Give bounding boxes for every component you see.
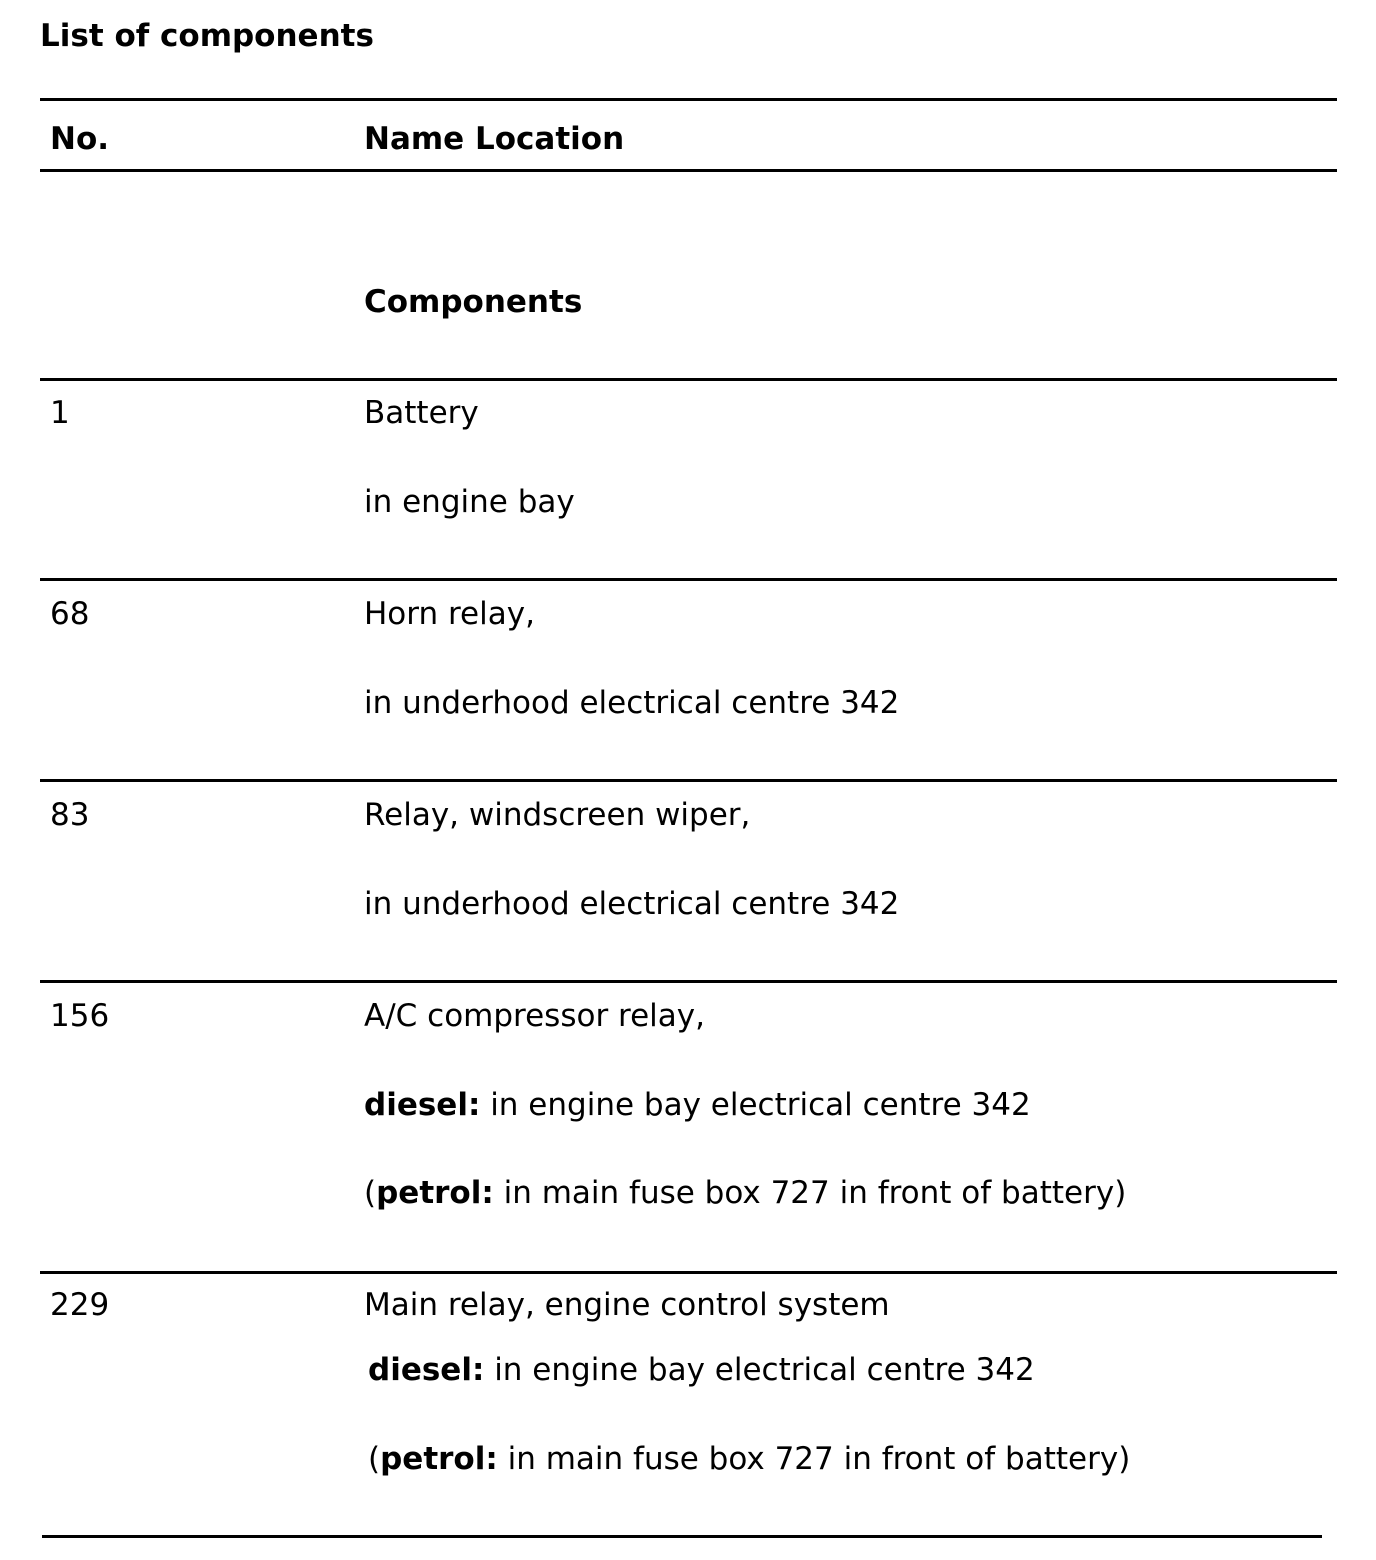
row-rule: [40, 578, 1337, 581]
row-name: Main relay, engine control system: [364, 1287, 890, 1323]
petrol-open-paren: (: [364, 1175, 377, 1211]
diesel-location-text: in engine bay electrical centre 342: [484, 1352, 1035, 1388]
header-bottom-rule: [40, 169, 1337, 172]
row-petrol-location: [364, 1173, 1126, 1213]
petrol-location-text: in main fuse box 727 in front of battery): [497, 1441, 1131, 1477]
table-top-rule: [40, 98, 1337, 101]
row-petrol-location: [368, 1439, 1130, 1479]
diesel-location-text: in engine bay electrical centre 342: [480, 1087, 1031, 1123]
row-location: in underhood electrical centre 342: [364, 886, 900, 922]
row-no: 1: [50, 395, 70, 431]
header-name-location: Name Location: [364, 121, 625, 157]
row-location: in underhood electrical centre 342: [364, 685, 900, 721]
row-name: Relay, windscreen wiper,: [364, 797, 751, 833]
row-no: 83: [50, 797, 90, 833]
row-location: in engine bay: [364, 484, 575, 520]
row-name: Battery: [364, 395, 479, 431]
diesel-label: diesel:: [368, 1352, 485, 1388]
section-label: Components: [364, 284, 583, 320]
row-diesel-location: [364, 1085, 1031, 1125]
diesel-label: diesel:: [364, 1087, 481, 1123]
petrol-label: petrol:: [376, 1175, 494, 1211]
row-no: 68: [50, 596, 90, 632]
row-no: 156: [50, 998, 110, 1034]
row-rule: [40, 1271, 1337, 1274]
header-no: No.: [50, 121, 110, 157]
document-title: List of components: [40, 18, 374, 54]
table-bottom-rule: [42, 1535, 1322, 1538]
petrol-location-text: in main fuse box 727 in front of battery): [493, 1175, 1127, 1211]
section-rule: [40, 378, 1337, 381]
row-no: 229: [50, 1287, 110, 1323]
petrol-open-paren: (: [368, 1441, 381, 1477]
row-rule: [40, 980, 1337, 983]
petrol-label: petrol:: [380, 1441, 498, 1477]
row-name: Horn relay,: [364, 596, 535, 632]
row-rule: [40, 779, 1337, 782]
row-diesel-location: [368, 1350, 1035, 1390]
row-name: A/C compressor relay,: [364, 998, 705, 1034]
